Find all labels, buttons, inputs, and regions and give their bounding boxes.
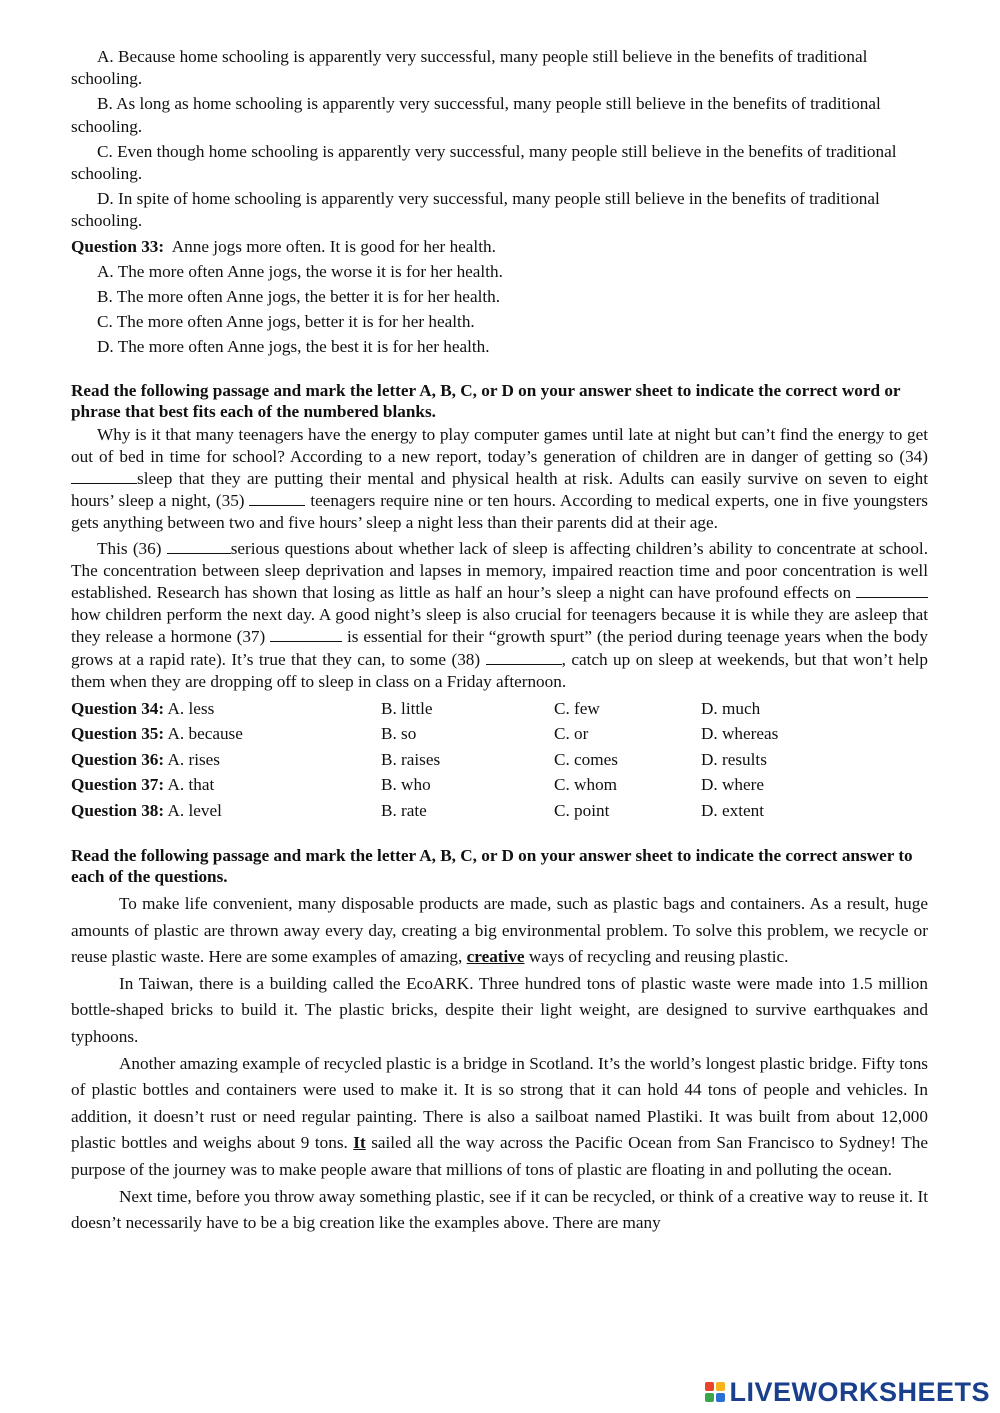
q33-option-c: C. The more often Anne jogs, better it is for her health.	[97, 312, 475, 332]
blank-37[interactable]	[270, 626, 342, 642]
prev-question-options	[71, 46, 928, 233]
answer-row-36-label: Question 36: A. rises	[71, 749, 220, 769]
answer-option: C. point	[554, 800, 610, 820]
answer-row-37-label: Question 37: A. that	[71, 775, 215, 795]
question-label: Question 33:	[71, 236, 165, 256]
blank-35[interactable]	[249, 490, 305, 506]
logo-square	[716, 1382, 725, 1391]
logo-square	[716, 1393, 725, 1402]
answer-row-38-label: Question 38: A. level	[71, 800, 222, 820]
q33-option-a: A. The more often Anne jogs, the worse it is for her health.	[97, 261, 503, 281]
option-d: D. In spite of home schooling is apparently very successful, many people still believe in the benefits of traditional schooling.	[71, 189, 880, 231]
liveworksheets-logo	[705, 1377, 990, 1407]
section1-instruction: Read the following passage and mark the letter A, B, C, or D on your answer sheet to indicate the correct word or phrase that best fits each of the numbered blanks.	[71, 380, 901, 421]
section2-instruction: Read the following passage and mark the letter A, B, C, or D on your answer sheet to indicate the correct answer to each of the questions.	[71, 846, 913, 887]
answer-option: D. results	[701, 749, 767, 769]
option-a: A. Because home schooling is apparently very successful, many people still believe in the benefits of traditional schooling.	[71, 47, 868, 89]
question-33	[71, 236, 928, 258]
answer-option: C. comes	[554, 749, 618, 769]
underlined-word-it: It	[353, 1133, 366, 1153]
blank-38[interactable]	[486, 649, 562, 665]
question-stem: Anne jogs more often. It is good for her health.	[171, 236, 496, 256]
passage2-paragraph1: To make life convenient, many disposable products are made, such as plastic bags and containers. As a result, huge amounts of plastic are thrown away every day, creating a big environmental problem. To solve this problem, we recycle or reuse plastic waste. Here are some examples of amazing, creative ways of recycling and reusing plastic.	[71, 894, 928, 967]
answer-option: B. raises	[381, 749, 441, 769]
logo-icon	[705, 1382, 725, 1402]
blank-36[interactable]	[167, 538, 231, 554]
answer-option: D. whereas	[701, 724, 779, 744]
worksheet-page	[71, 46, 928, 1237]
blank-unnumbered[interactable]	[856, 582, 928, 598]
underlined-word-creative: creative	[466, 947, 525, 967]
answer-option: B. rate	[381, 800, 427, 820]
answer-option: B. little	[381, 699, 433, 719]
passage2-paragraph4: Next time, before you throw away something plastic, see if it can be recycled, or think of a creative way to reuse it. It doesn’t necessarily have to be a big creation like the examples above. There are many	[71, 1186, 928, 1233]
passage2-paragraph3: Another amazing example of recycled plastic is a bridge in Scotland. It’s the world’s longest plastic bridge. Fifty tons of plastic bottles and containers were used to make it. It is so strong that it can hold 44 tons of people and vehicles. In addition, it doesn’t rust or need regular painting. There is also a sailboat named Plastiki. It was built from about 12,000 plastic bottles and weighs about 9 tons. It sailed all the way across the Pacific Ocean from San Francisco to Sydney! The purpose of the journey was to make people aware that millions of tons of plastic are floating in and polluting the ocean.	[71, 1053, 928, 1180]
answer-option: D. where	[701, 775, 764, 795]
answer-row-35-label: Question 35: A. because	[71, 724, 243, 744]
logo-square	[705, 1393, 714, 1402]
answer-option: B. who	[381, 775, 431, 795]
q33-option-d: D. The more often Anne jogs, the best it is for her health.	[97, 337, 490, 357]
answer-option: D. much	[701, 699, 761, 719]
answer-options-grid	[71, 696, 928, 823]
passage1-paragraph2: This (36) serious questions about whether lack of sleep is affecting children’s ability to concentrate at school. The concentration between sleep deprivation and lapses in memory, impaired reaction time and poor concentration is well established. Research has shown that losing as little as half an hour’s sleep a night can have profound effects on how children perform the next day. A good night’s sleep is also crucial for teenagers because it is while they are asleep that they release a hormone (37) is essential for their “growth spurt” (the period during teenage years when the body grows at a rapid rate). It’s true that they can, to some (38) , catch up on sleep at weekends, but that won’t help them when they are dropping off to sleep in class on a Friday afternoon.	[71, 538, 928, 691]
answer-option: C. few	[554, 699, 600, 719]
answer-row-34-label: Question 34: A. less	[71, 699, 215, 719]
answer-option: B. so	[381, 724, 417, 744]
option-c: C. Even though home schooling is apparently very successful, many people still believe in the benefits of traditional schooling.	[71, 141, 897, 184]
option-b: B. As long as home schooling is apparently very successful, many people still believe in the benefits of traditional schooling.	[71, 94, 881, 136]
q33-option-b: B. The more often Anne jogs, the better it is for her health.	[97, 287, 501, 307]
logo-text: LIVEWORKSHEETS	[729, 1376, 990, 1407]
blank-34[interactable]	[71, 468, 137, 484]
logo-square	[705, 1382, 714, 1391]
answer-option: C. whom	[554, 775, 618, 795]
answer-option: D. extent	[701, 800, 765, 820]
passage1-paragraph1: Why is it that many teenagers have the energy to play computer games until late at night but can’t find the energy to get out of bed in time for school? According to a new report, today’s generation of children are in danger of getting so (34) sleep that they are putting their mental and physical health at risk. Adults can easily survive on seven to eight hours’ sleep a night, (35) teenagers require nine or ten hours. According to medical experts, one in five youngsters gets anything between two and five hours’ sleep a night less than their parents did at their age.	[71, 424, 928, 533]
passage2-paragraph2: In Taiwan, there is a building called the EcoARK. Three hundred tons of plastic waste were made into 1.5 million bottle-shaped bricks to build it. The plastic bricks, despite their light weight, are designed to survive earthquakes and typhoons.	[71, 973, 928, 1047]
answer-option: C. or	[554, 724, 589, 744]
